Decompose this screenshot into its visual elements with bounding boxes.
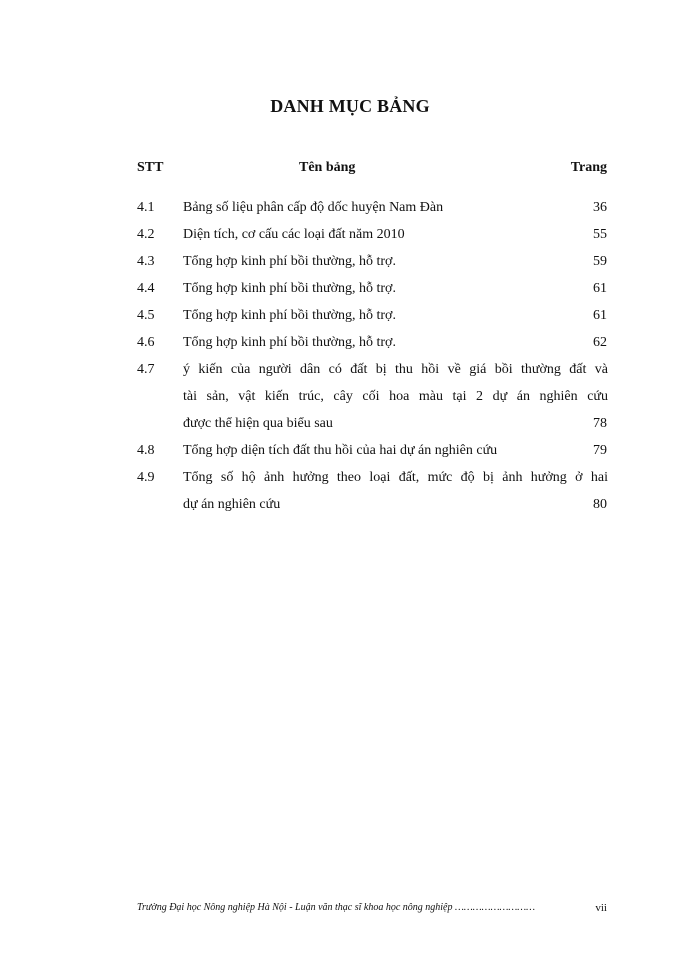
- row-number: 4.5: [137, 308, 155, 323]
- row-title-line: ý kiến của người dân có đất bị thu hồi về giá bồi thường đất và: [183, 362, 608, 377]
- table-row[interactable]: [0, 224, 700, 251]
- row-page-number: 79: [593, 443, 607, 458]
- page-title: DANH MỤC BẢNG: [270, 96, 430, 116]
- row-page-number: 78: [593, 416, 607, 431]
- footer-text: Trường Đại học Nông nghiệp Hà Nội - Luận văn thạc sĩ khoa học nông nghiệp ………………………: [137, 902, 536, 913]
- row-title-line: Diện tích, cơ cấu các loại đất năm 2010: [183, 227, 405, 242]
- header-page: Trang: [570, 160, 607, 175]
- row-title-line: dự án nghiên cứu: [183, 497, 281, 512]
- table-row[interactable]: [0, 197, 700, 224]
- row-title-line: Tổng hợp kinh phí bồi thường, hỗ trợ.: [183, 308, 396, 323]
- row-number: 4.3: [137, 254, 155, 269]
- row-page-number: 80: [593, 497, 607, 512]
- row-number: 4.7: [137, 362, 155, 377]
- row-title-line: Tổng hợp diện tích đất thu hồi của hai dự án nghiên cứu: [183, 443, 498, 458]
- table-row[interactable]: [0, 359, 700, 440]
- table-row[interactable]: [0, 467, 700, 521]
- row-page-number: 36: [593, 200, 607, 215]
- row-number: 4.9: [137, 470, 155, 485]
- row-page-number: 61: [593, 308, 607, 323]
- row-number: 4.6: [137, 335, 155, 350]
- table-row[interactable]: [0, 440, 700, 467]
- row-title-line: Tổng số hộ ảnh hưởng theo loại đất, mức độ bị ảnh hưởng ở hai: [183, 470, 608, 485]
- table-row[interactable]: [0, 278, 700, 305]
- row-title-line: tài sản, vật kiến trúc, cây cối hoa màu tại 2 dự án nghiên cứu: [183, 389, 608, 404]
- footer-page-number: vii: [595, 902, 607, 914]
- row-page-number: 59: [593, 254, 607, 269]
- row-number: 4.2: [137, 227, 155, 242]
- row-number: 4.4: [137, 281, 155, 296]
- row-page-number: 61: [593, 281, 607, 296]
- row-number: 4.1: [137, 200, 155, 215]
- row-page-number: 55: [593, 227, 607, 242]
- table-row[interactable]: [0, 332, 700, 359]
- table-row[interactable]: [0, 251, 700, 278]
- row-number: 4.8: [137, 443, 155, 458]
- row-title-line: được thể hiện qua biểu sau: [183, 416, 333, 431]
- row-page-number: 62: [593, 335, 607, 350]
- row-title-line: Tổng hợp kinh phí bồi thường, hỗ trợ.: [183, 281, 396, 296]
- table-row[interactable]: [0, 305, 700, 332]
- header-stt: STT: [137, 160, 164, 175]
- row-title-line: Tổng hợp kinh phí bồi thường, hỗ trợ.: [183, 335, 396, 350]
- header-table-name: Tên bảng: [299, 160, 356, 175]
- table-list: [0, 197, 700, 521]
- row-title-line: Bảng số liệu phân cấp độ dốc huyện Nam Đàn: [183, 200, 444, 215]
- row-title-line: Tổng hợp kinh phí bồi thường, hỗ trợ.: [183, 254, 396, 269]
